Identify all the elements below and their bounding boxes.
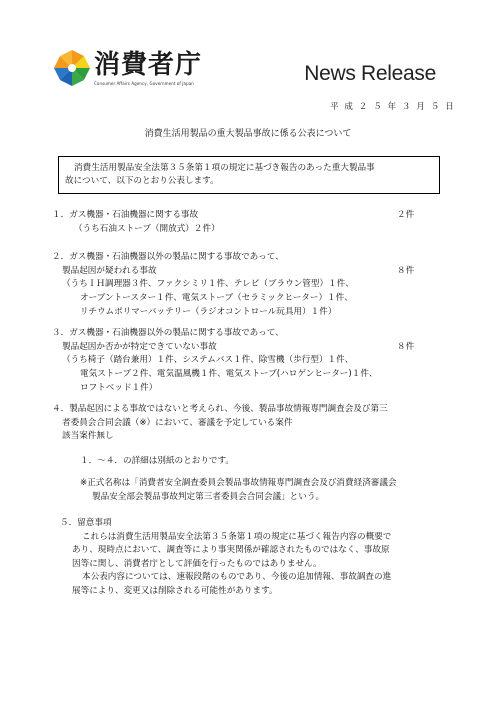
item-3-count: ８件: [397, 341, 415, 352]
item-1-heading: １．ガス機器・石油機器に関する事故: [52, 210, 199, 220]
item-3-subheading: 製品起因か否かが特定できていない事故: [62, 341, 217, 352]
item-4-detail: 該当案件無し: [62, 431, 114, 442]
item-3: [52, 327, 452, 396]
item-2-detail: オーブントースター１件、電気ストーブ（セラミックヒーター）１件、: [80, 293, 353, 304]
item-2: [52, 251, 452, 320]
item-4-detail: 者委員会合同会議（※）において、審議を予定している案件: [62, 417, 293, 428]
remarks-heading: ５．留意事項: [60, 518, 112, 528]
formal-name-line: ※正式名称は「消費者安全調査委員会製品事故情報専門調査会及び消費経済審議会: [80, 478, 397, 488]
item-2-detail: （うちＩＨ調理器３件、ファクシミリ１件、テレビ（ブラウン管型）１件、: [62, 279, 354, 290]
document-title: 消費生活用製品の重大製品事故に係る公表について: [144, 129, 352, 139]
item-2-heading: ２．ガス機器・石油機器以外の製品に関する事故であって、: [52, 252, 284, 262]
remarks-line: あり、現時点において、調査等により事実関係が確認されたものではなく、事故原: [72, 545, 390, 555]
agency-name: 消費者庁: [94, 50, 203, 80]
item-3-detail: ロフトベッド１件）: [80, 382, 158, 393]
item-4-heading: ４．製品起因による事故ではないと考えられ、今後、製品事故情報専門調査会及び第三: [52, 404, 388, 414]
news-release-label: News Release: [304, 62, 436, 85]
remarks-line: これらは消費生活用製品安全法第３５条第１項の規定に基づく報告内容の概要で: [82, 531, 392, 542]
intro-box: [58, 156, 440, 194]
item-2-subheading: 製品起因が疑われる事故: [62, 265, 157, 276]
item-1: [52, 209, 452, 236]
formal-name-note: [80, 477, 397, 504]
remarks-section: [60, 517, 391, 598]
intro-line: 故について、以下のとおり公表します。: [65, 176, 219, 186]
intro-line: 消費生活用製品安全法第３５条第１項の規定に基づき報告のあった重大製品事: [74, 163, 375, 173]
remarks-line: 因等に関し、消費者庁として評価を行ったものではありません。: [72, 558, 322, 569]
item-4: [52, 403, 452, 444]
item-3-detail: 電気ストーブ２件、電気温風機１件、電気ストーブ(ハロゲンヒーター)１件、: [80, 369, 378, 380]
formal-name-line: 製品安全部会製品事故判定第三者委員会合同会議」という。: [92, 491, 325, 502]
agency-logo: [52, 48, 222, 92]
item-1-detail: （うち石油ストーブ（開放式）２件）: [74, 223, 220, 234]
release-date: 平 成 ２ ５ 年 ３ 月 ５ 日: [330, 102, 456, 112]
remarks-line: 本公表内容については、速報段階のものであり、今後の追加情報、事故調査の進: [82, 572, 392, 582]
item-2-detail: リチウムポリマーバッテリー（ラジオコントロール玩具用）１件）: [80, 306, 337, 317]
item-3-detail: （うち椅子（踏台兼用）１件、システムバス１件、除雪機（歩行型）１件、: [62, 355, 354, 366]
item-2-count: ８件: [397, 265, 415, 276]
pinwheel-logo-icon: [52, 48, 92, 88]
item-3-heading: ３．ガス機器・石油機器以外の製品に関する事故であって、: [52, 328, 284, 338]
item-1-count: ２件: [397, 210, 415, 220]
agency-english-name: Consumer Affairs Agency, Government of Japan: [94, 81, 194, 86]
details-note: １．～４．の詳細は別紙のとおりです。: [80, 456, 235, 466]
remarks-line: 展等により、変更又は削除される可能性があります。: [72, 585, 278, 596]
